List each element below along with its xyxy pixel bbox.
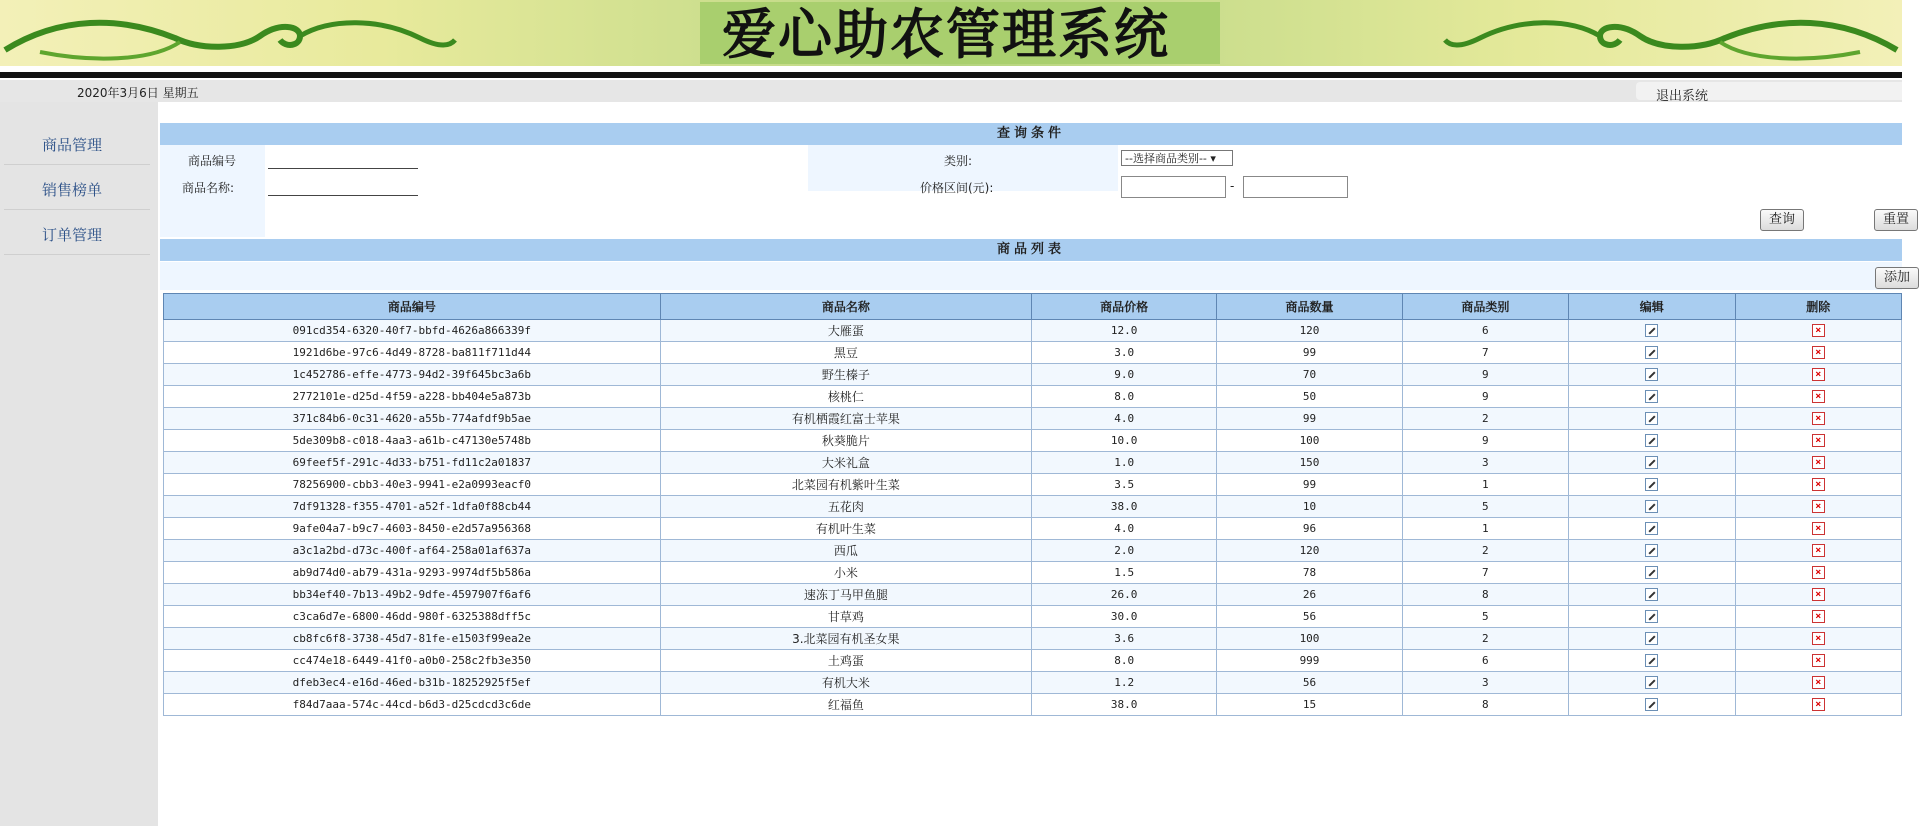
delete-cell xyxy=(1735,408,1902,430)
table-header-row xyxy=(164,294,1902,320)
edit-icon[interactable] xyxy=(1645,676,1658,689)
product-id-cell: ab9d74d0-ab79-431a-9293-9974df5b586a xyxy=(164,562,661,584)
edit-icon[interactable] xyxy=(1645,346,1658,359)
product-name-cell: 大米礼盒 xyxy=(660,452,1031,474)
product-price-cell: 3.0 xyxy=(1032,342,1217,364)
edit-cell xyxy=(1569,672,1735,694)
delete-cell xyxy=(1735,672,1902,694)
delete-cell xyxy=(1735,518,1902,540)
edit-cell xyxy=(1569,452,1735,474)
product-id-label: 商品编号 xyxy=(188,154,237,168)
product-category-cell: 6 xyxy=(1402,320,1568,342)
product-price-cell: 38.0 xyxy=(1032,496,1217,518)
edit-icon[interactable] xyxy=(1645,522,1658,535)
product-category-cell: 3 xyxy=(1402,672,1568,694)
edit-cell xyxy=(1569,694,1735,716)
product-id-input[interactable] xyxy=(268,150,418,169)
category-select[interactable]: --选择商品类别-- ▾ xyxy=(1121,150,1233,166)
min-price-input[interactable] xyxy=(1121,176,1226,198)
product-name-cell: 小米 xyxy=(660,562,1031,584)
list-section-title: 商品列表 xyxy=(160,239,1902,261)
product-price-cell: 4.0 xyxy=(1032,408,1217,430)
product-category-cell: 9 xyxy=(1402,364,1568,386)
column-header: 删除 xyxy=(1735,294,1902,320)
column-header: 编辑 xyxy=(1569,294,1735,320)
product-category-cell: 7 xyxy=(1402,562,1568,584)
category-select-value[interactable]: --选择商品类别-- xyxy=(1125,152,1207,165)
table-row xyxy=(164,540,1902,562)
delete-icon[interactable]: × xyxy=(1812,610,1825,623)
product-quantity-cell: 120 xyxy=(1217,540,1402,562)
product-id-cell: 1921d6be-97c6-4d49-8728-ba811f711d44 xyxy=(164,342,661,364)
product-id-cell: 9afe04a7-b9c7-4603-8450-e2d57a956368 xyxy=(164,518,661,540)
app-header xyxy=(0,0,1902,66)
edit-cell xyxy=(1569,430,1735,452)
edit-cell xyxy=(1569,496,1735,518)
delete-icon[interactable]: × xyxy=(1812,368,1825,381)
product-id-cell: 091cd354-6320-40f7-bbfd-4626a866339f xyxy=(164,320,661,342)
product-quantity-cell: 99 xyxy=(1217,342,1402,364)
category-label: 类别: xyxy=(944,154,973,168)
table-row xyxy=(164,650,1902,672)
edit-icon[interactable] xyxy=(1645,654,1658,667)
product-quantity-cell: 120 xyxy=(1217,320,1402,342)
table-row xyxy=(164,496,1902,518)
product-name-cell: 核桃仁 xyxy=(660,386,1031,408)
product-category-cell: 9 xyxy=(1402,430,1568,452)
product-quantity-cell: 150 xyxy=(1217,452,1402,474)
edit-icon[interactable] xyxy=(1645,456,1658,469)
status-bar xyxy=(0,80,1902,102)
product-category-cell: 5 xyxy=(1402,496,1568,518)
product-price-cell: 1.2 xyxy=(1032,672,1217,694)
table-row xyxy=(164,606,1902,628)
product-price-cell: 2.0 xyxy=(1032,540,1217,562)
edit-icon[interactable] xyxy=(1645,632,1658,645)
column-header: 商品类别 xyxy=(1402,294,1568,320)
product-id-cell: dfeb3ec4-e16d-46ed-b31b-18252925f5ef xyxy=(164,672,661,694)
product-name-cell: 秋葵脆片 xyxy=(660,430,1031,452)
sidebar-item-order-management[interactable] xyxy=(4,210,150,255)
delete-cell xyxy=(1735,606,1902,628)
header-divider xyxy=(0,72,1902,78)
search-button[interactable]: 查询 xyxy=(1760,209,1804,231)
table-row xyxy=(164,562,1902,584)
edit-icon[interactable] xyxy=(1645,434,1658,447)
product-price-cell: 10.0 xyxy=(1032,430,1217,452)
delete-cell xyxy=(1735,584,1902,606)
delete-cell xyxy=(1735,320,1902,342)
logout-button[interactable] xyxy=(1636,82,1902,104)
product-price-cell: 1.0 xyxy=(1032,452,1217,474)
delete-icon[interactable]: × xyxy=(1812,588,1825,601)
product-category-cell: 6 xyxy=(1402,650,1568,672)
product-quantity-cell: 96 xyxy=(1217,518,1402,540)
edit-icon[interactable] xyxy=(1645,500,1658,513)
edit-cell xyxy=(1569,386,1735,408)
edit-cell xyxy=(1569,320,1735,342)
delete-cell xyxy=(1735,474,1902,496)
table-row xyxy=(164,452,1902,474)
product-table xyxy=(163,293,1902,716)
product-quantity-cell: 26 xyxy=(1217,584,1402,606)
product-category-cell: 5 xyxy=(1402,606,1568,628)
left-ornament-icon xyxy=(0,6,460,66)
product-id-cell: 69feef5f-291c-4d33-b751-fd11c2a01837 xyxy=(164,452,661,474)
edit-cell xyxy=(1569,518,1735,540)
sidebar-item-label[interactable]: 订单管理 xyxy=(42,226,103,244)
product-price-cell: 26.0 xyxy=(1032,584,1217,606)
delete-icon[interactable]: × xyxy=(1812,522,1825,535)
delete-cell xyxy=(1735,386,1902,408)
delete-cell xyxy=(1735,430,1902,452)
product-name-cell: 五花肉 xyxy=(660,496,1031,518)
product-price-cell: 9.0 xyxy=(1032,364,1217,386)
edit-cell xyxy=(1569,606,1735,628)
product-quantity-cell: 50 xyxy=(1217,386,1402,408)
product-quantity-cell: 99 xyxy=(1217,408,1402,430)
product-name-cell: 红福鱼 xyxy=(660,694,1031,716)
sidebar-item-label[interactable]: 销售榜单 xyxy=(42,181,103,199)
table-row xyxy=(164,342,1902,364)
product-id-cell: cc474e18-6449-41f0-a0b0-258c2fb3e350 xyxy=(164,650,661,672)
delete-icon[interactable]: × xyxy=(1812,324,1825,337)
product-name-cell: 土鸡蛋 xyxy=(660,650,1031,672)
query-section-title: 查询条件 xyxy=(160,123,1902,145)
product-name-cell: 甘草鸡 xyxy=(660,606,1031,628)
delete-icon[interactable]: × xyxy=(1812,456,1825,469)
product-category-cell: 7 xyxy=(1402,342,1568,364)
product-category-cell: 8 xyxy=(1402,584,1568,606)
edit-cell xyxy=(1569,474,1735,496)
product-quantity-cell: 999 xyxy=(1217,650,1402,672)
product-quantity-cell: 15 xyxy=(1217,694,1402,716)
delete-icon[interactable]: × xyxy=(1812,654,1825,667)
price-range-label: 价格区间(元): xyxy=(920,181,994,195)
delete-icon[interactable]: × xyxy=(1812,544,1825,557)
delete-cell xyxy=(1735,628,1902,650)
table-row xyxy=(164,694,1902,716)
product-name-cell: 黑豆 xyxy=(660,342,1031,364)
product-name-label: 商品名称: xyxy=(182,181,235,195)
table-row xyxy=(164,386,1902,408)
edit-cell xyxy=(1569,364,1735,386)
product-price-cell: 8.0 xyxy=(1032,386,1217,408)
sidebar-item-product-management[interactable] xyxy=(4,120,150,165)
list-toolbar xyxy=(160,262,1910,290)
add-product-button[interactable]: 添加 xyxy=(1875,267,1919,289)
edit-cell xyxy=(1569,342,1735,364)
product-price-cell: 12.0 xyxy=(1032,320,1217,342)
product-quantity-cell: 56 xyxy=(1217,672,1402,694)
product-category-cell: 3 xyxy=(1402,452,1568,474)
product-name-cell: 西瓜 xyxy=(660,540,1031,562)
product-price-cell: 3.6 xyxy=(1032,628,1217,650)
table-row xyxy=(164,430,1902,452)
edit-icon[interactable] xyxy=(1645,478,1658,491)
delete-cell xyxy=(1735,496,1902,518)
product-quantity-cell: 70 xyxy=(1217,364,1402,386)
table-row xyxy=(164,320,1902,342)
delete-cell xyxy=(1735,364,1902,386)
product-name-cell: 有机栖霞红富士苹果 xyxy=(660,408,1031,430)
product-id-cell: 371c84b6-0c31-4620-a55b-774afdf9b5ae xyxy=(164,408,661,430)
product-id-cell: 2772101e-d25d-4f59-a228-bb404e5a873b xyxy=(164,386,661,408)
product-id-cell: 7df91328-f355-4701-a52f-1dfa0f88cb44 xyxy=(164,496,661,518)
delete-cell xyxy=(1735,540,1902,562)
product-price-cell: 1.5 xyxy=(1032,562,1217,584)
app-title: 爱心助农管理系统 xyxy=(722,2,1170,66)
table-row xyxy=(164,672,1902,694)
delete-icon[interactable]: × xyxy=(1812,566,1825,579)
delete-icon[interactable]: × xyxy=(1812,698,1825,711)
delete-cell xyxy=(1735,694,1902,716)
product-category-cell: 1 xyxy=(1402,474,1568,496)
product-quantity-cell: 56 xyxy=(1217,606,1402,628)
product-category-cell: 2 xyxy=(1402,408,1568,430)
current-date: 2020年3月6日 星期五 xyxy=(77,86,199,100)
product-category-cell: 8 xyxy=(1402,694,1568,716)
product-name-cell: 速冻丁马甲鱼腿 xyxy=(660,584,1031,606)
product-price-cell: 4.0 xyxy=(1032,518,1217,540)
delete-icon[interactable]: × xyxy=(1812,632,1825,645)
product-id-cell: cb8fc6f8-3738-45d7-81fe-e1503f99ea2e xyxy=(164,628,661,650)
delete-icon[interactable]: × xyxy=(1812,676,1825,689)
product-id-cell: a3c1a2bd-d73c-400f-af64-258a01af637a xyxy=(164,540,661,562)
product-name-cell: 3.北菜园有机圣女果 xyxy=(660,628,1031,650)
delete-cell xyxy=(1735,562,1902,584)
edit-icon[interactable] xyxy=(1645,610,1658,623)
product-category-cell: 9 xyxy=(1402,386,1568,408)
product-price-cell: 3.5 xyxy=(1032,474,1217,496)
product-id-cell: f84d7aaa-574c-44cd-b6d3-d25cdcd3c6de xyxy=(164,694,661,716)
product-id-cell: 78256900-cbb3-40e3-9941-e2a0993eacf0 xyxy=(164,474,661,496)
product-id-cell: c3ca6d7e-6800-46dd-980f-6325388dff5c xyxy=(164,606,661,628)
delete-cell xyxy=(1735,452,1902,474)
product-name-cell: 有机叶生菜 xyxy=(660,518,1031,540)
product-price-cell: 30.0 xyxy=(1032,606,1217,628)
product-id-cell: 1c452786-effe-4773-94d2-39f645bc3a6b xyxy=(164,364,661,386)
edit-icon[interactable] xyxy=(1645,566,1658,579)
edit-cell xyxy=(1569,408,1735,430)
product-quantity-cell: 78 xyxy=(1217,562,1402,584)
table-row xyxy=(164,518,1902,540)
delete-icon[interactable]: × xyxy=(1812,346,1825,359)
edit-icon[interactable] xyxy=(1645,544,1658,557)
product-quantity-cell: 100 xyxy=(1217,628,1402,650)
delete-icon[interactable]: × xyxy=(1812,390,1825,403)
edit-icon[interactable] xyxy=(1645,368,1658,381)
sidebar-item-sales-ranking[interactable] xyxy=(4,165,150,210)
edit-icon[interactable] xyxy=(1645,324,1658,337)
product-price-cell: 8.0 xyxy=(1032,650,1217,672)
table-row xyxy=(164,474,1902,496)
edit-cell xyxy=(1569,540,1735,562)
column-header: 商品名称 xyxy=(660,294,1031,320)
table-row xyxy=(164,584,1902,606)
product-category-cell: 2 xyxy=(1402,628,1568,650)
column-header: 商品价格 xyxy=(1032,294,1217,320)
product-category-cell: 2 xyxy=(1402,540,1568,562)
reset-button[interactable]: 重置 xyxy=(1874,209,1918,231)
right-ornament-icon xyxy=(1440,6,1902,66)
edit-cell xyxy=(1569,650,1735,672)
product-quantity-cell: 10 xyxy=(1217,496,1402,518)
edit-icon[interactable] xyxy=(1645,588,1658,601)
delete-cell xyxy=(1735,342,1902,364)
delete-icon[interactable]: × xyxy=(1812,434,1825,447)
edit-cell xyxy=(1569,628,1735,650)
product-name-cell: 野生榛子 xyxy=(660,364,1031,386)
table-row xyxy=(164,364,1902,386)
max-price-input[interactable] xyxy=(1243,176,1348,198)
product-quantity-cell: 100 xyxy=(1217,430,1402,452)
edit-icon[interactable] xyxy=(1645,698,1658,711)
main-content xyxy=(160,102,1910,826)
delete-cell xyxy=(1735,650,1902,672)
product-name-cell: 有机大米 xyxy=(660,672,1031,694)
app-title-block xyxy=(700,2,1220,64)
product-id-cell: bb34ef40-7b13-49b2-9dfe-4597907f6af6 xyxy=(164,584,661,606)
product-price-cell: 38.0 xyxy=(1032,694,1217,716)
logout-label[interactable]: 退出系统 xyxy=(1656,89,1709,104)
product-name-input[interactable] xyxy=(268,177,418,196)
product-quantity-cell: 99 xyxy=(1217,474,1402,496)
column-header: 商品编号 xyxy=(164,294,661,320)
product-name-cell: 大雁蛋 xyxy=(660,320,1031,342)
delete-icon[interactable]: × xyxy=(1812,478,1825,491)
product-id-cell: 5de309b8-c018-4aa3-a61b-c47130e5748b xyxy=(164,430,661,452)
delete-icon[interactable]: × xyxy=(1812,412,1825,425)
sidebar-item-label[interactable]: 商品管理 xyxy=(42,136,103,154)
sidebar xyxy=(0,102,158,826)
product-category-cell: 1 xyxy=(1402,518,1568,540)
edit-cell xyxy=(1569,584,1735,606)
table-row xyxy=(164,408,1902,430)
product-name-cell: 北菜园有机紫叶生菜 xyxy=(660,474,1031,496)
price-range-separator: - xyxy=(1230,179,1235,193)
delete-icon[interactable]: × xyxy=(1812,500,1825,513)
edit-icon[interactable] xyxy=(1645,412,1658,425)
table-row xyxy=(164,628,1902,650)
column-header: 商品数量 xyxy=(1217,294,1402,320)
edit-icon[interactable] xyxy=(1645,390,1658,403)
edit-cell xyxy=(1569,562,1735,584)
